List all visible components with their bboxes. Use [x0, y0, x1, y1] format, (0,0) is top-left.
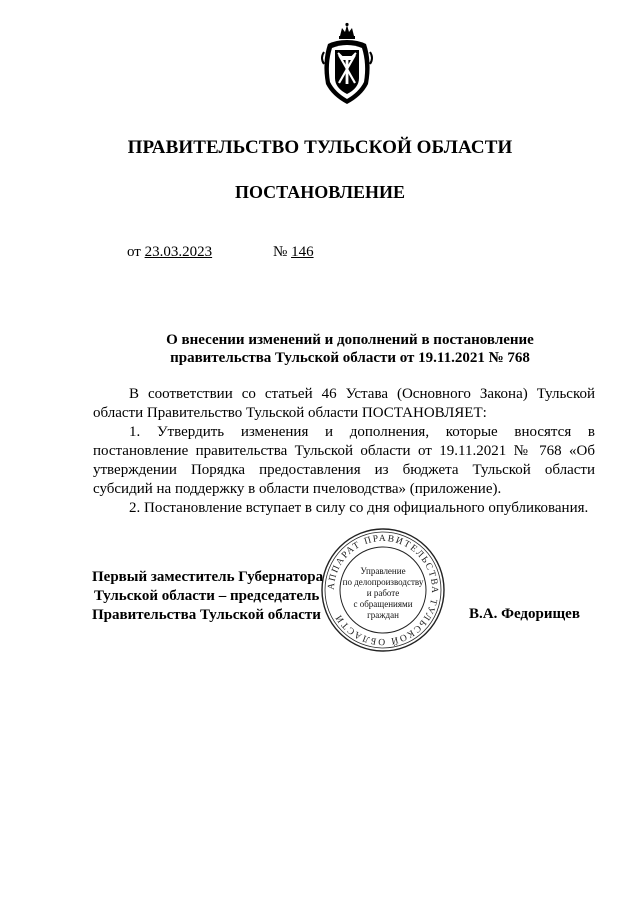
document-subject [120, 331, 580, 367]
number-value: 146 [291, 244, 314, 260]
stamp-center-line-5: граждан [367, 610, 399, 620]
date-value: 23.03.2023 [144, 244, 213, 260]
stamp-center-line-1: Управление [360, 566, 406, 576]
body-paragraph-2: 1. Утвердить изменения и дополнения, которые вносятся в постановление правительства Тульской области от 19.11.2021 № 768 «Об утверждении Порядка предоставления из бюджета Тульской области субсидий на поддержку в области пчеловодства» (приложение). [93, 424, 595, 497]
document-body [93, 385, 595, 518]
stamp-center-text [340, 566, 426, 621]
signer-position-line-1: Первый заместитель Губернатора [92, 569, 324, 585]
signer-position-line-2: Тульской области – председатель [94, 588, 320, 604]
stamp-ring-text: АППАРАТ ПРАВИТЕЛЬСТВА ТУЛЬСКОЙ ОБЛАСТИ [326, 533, 440, 647]
subject-line-2: правительства Тульской области от 19.11.2021 № 768 [170, 350, 530, 366]
document-date [127, 244, 212, 261]
stamp-center-line-2: по делопроизводству [342, 577, 424, 587]
body-paragraph-3: 2. Постановление вступает в силу со дня официального опубликования. [129, 500, 589, 516]
signer-name: В.А. Федорищев [469, 606, 580, 622]
body-paragraph-1: В соответствии со статьей 46 Устава (Основного Закона) Тульской области Правительство Тульской области ПОСТАНОВЛЯЕТ: [93, 386, 595, 421]
organization-name: ПРАВИТЕЛЬСТВО ТУЛЬСКОЙ ОБЛАСТИ [127, 137, 513, 158]
document-number [273, 244, 314, 261]
document-type: ПОСТАНОВЛЕНИЕ [234, 182, 406, 202]
date-prefix: от [127, 244, 141, 260]
signer-position-line-3: Правительства Тульской области [92, 607, 321, 623]
subject-line-1: О внесении изменений и дополнений в постановление [166, 332, 534, 348]
number-prefix: № [273, 244, 288, 260]
stamp-center-line-3: и работе [366, 588, 400, 598]
tula-coat-of-arms-icon [318, 22, 376, 106]
signature-block [92, 568, 323, 625]
stamp-center-line-4: с обращениями [353, 599, 413, 609]
